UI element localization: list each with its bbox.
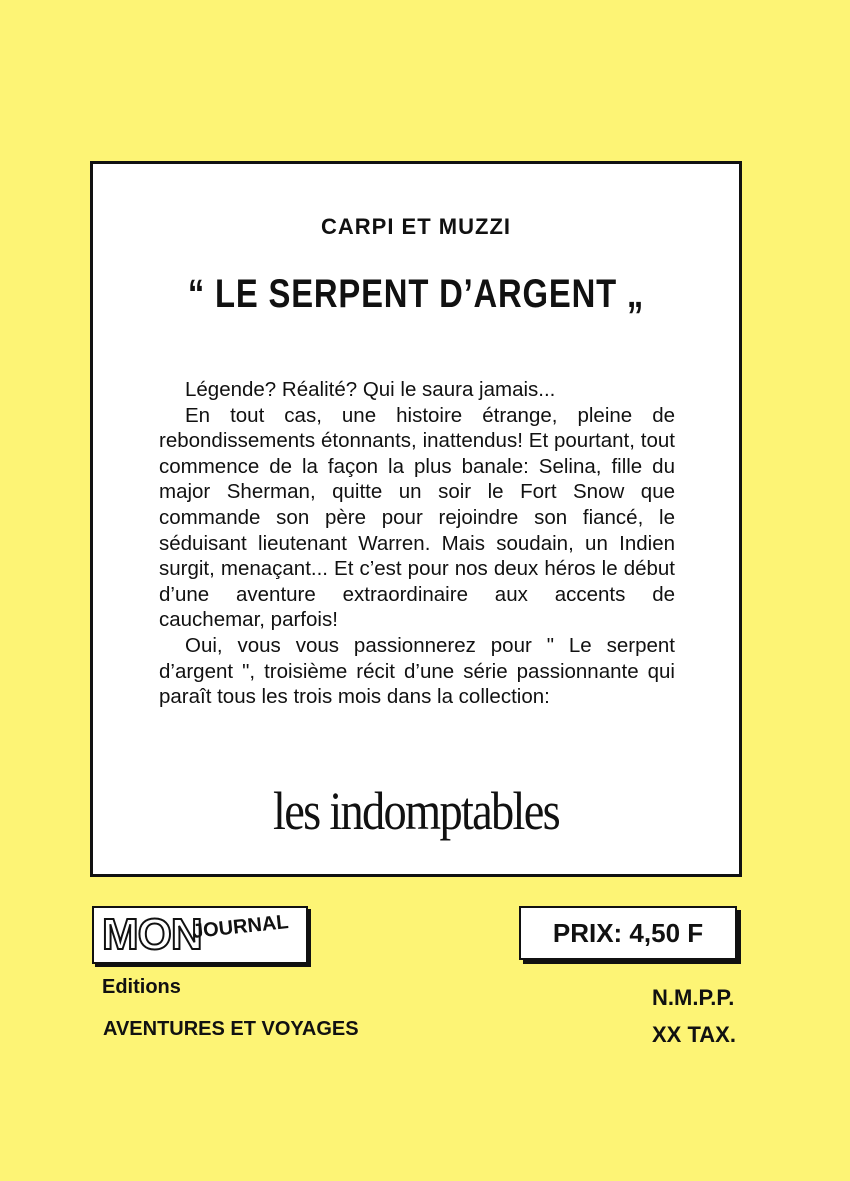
distributor: N.M.P.P. <box>652 985 735 1010</box>
synopsis-paragraph: Oui, vous vous passionnerez pour " Le serpent d’argent ", troisième récit d’une série passionnante qui paraît tous les trois mois dans la collection: <box>159 633 675 709</box>
synopsis-panel <box>90 161 742 877</box>
synopsis-text <box>159 377 675 710</box>
synopsis-paragraph: Légende? Réalité? Qui le saura jamais... <box>185 378 556 401</box>
authors: CARPI ET MUZZI <box>321 214 511 239</box>
logo-journal: JOURNAL <box>191 911 290 943</box>
collection-name: les indomptables <box>273 781 559 841</box>
logo-mon: MON <box>102 910 202 959</box>
story-title: “ LE SERPENT D’ARGENT „ <box>187 272 645 316</box>
synopsis-paragraph: En tout cas, une histoire étrange, pleine de rebondissements étonnants, inattendus! Et pourtant, tout commence de la façon la plus banale: Selina, fille du major Sherman, quitte un soir le Fort Snow que commande son père pour rejoindre son fiancé, le séduisant lieutenant Warren. Mais soudain, un Indien surgit, menaçant... Et c’est pour nos deux héros le début d’une aventure extraordinaire aux accents de cauchemar, parfois! <box>159 403 675 632</box>
publisher-editions: Editions <box>102 976 181 998</box>
publisher-name: AVENTURES ET VOYAGES <box>103 1018 359 1040</box>
price-box: PRIX: 4,50 F <box>519 906 737 960</box>
mon-journal-logo <box>92 906 308 964</box>
tax-mark: XX TAX. <box>652 1022 736 1047</box>
